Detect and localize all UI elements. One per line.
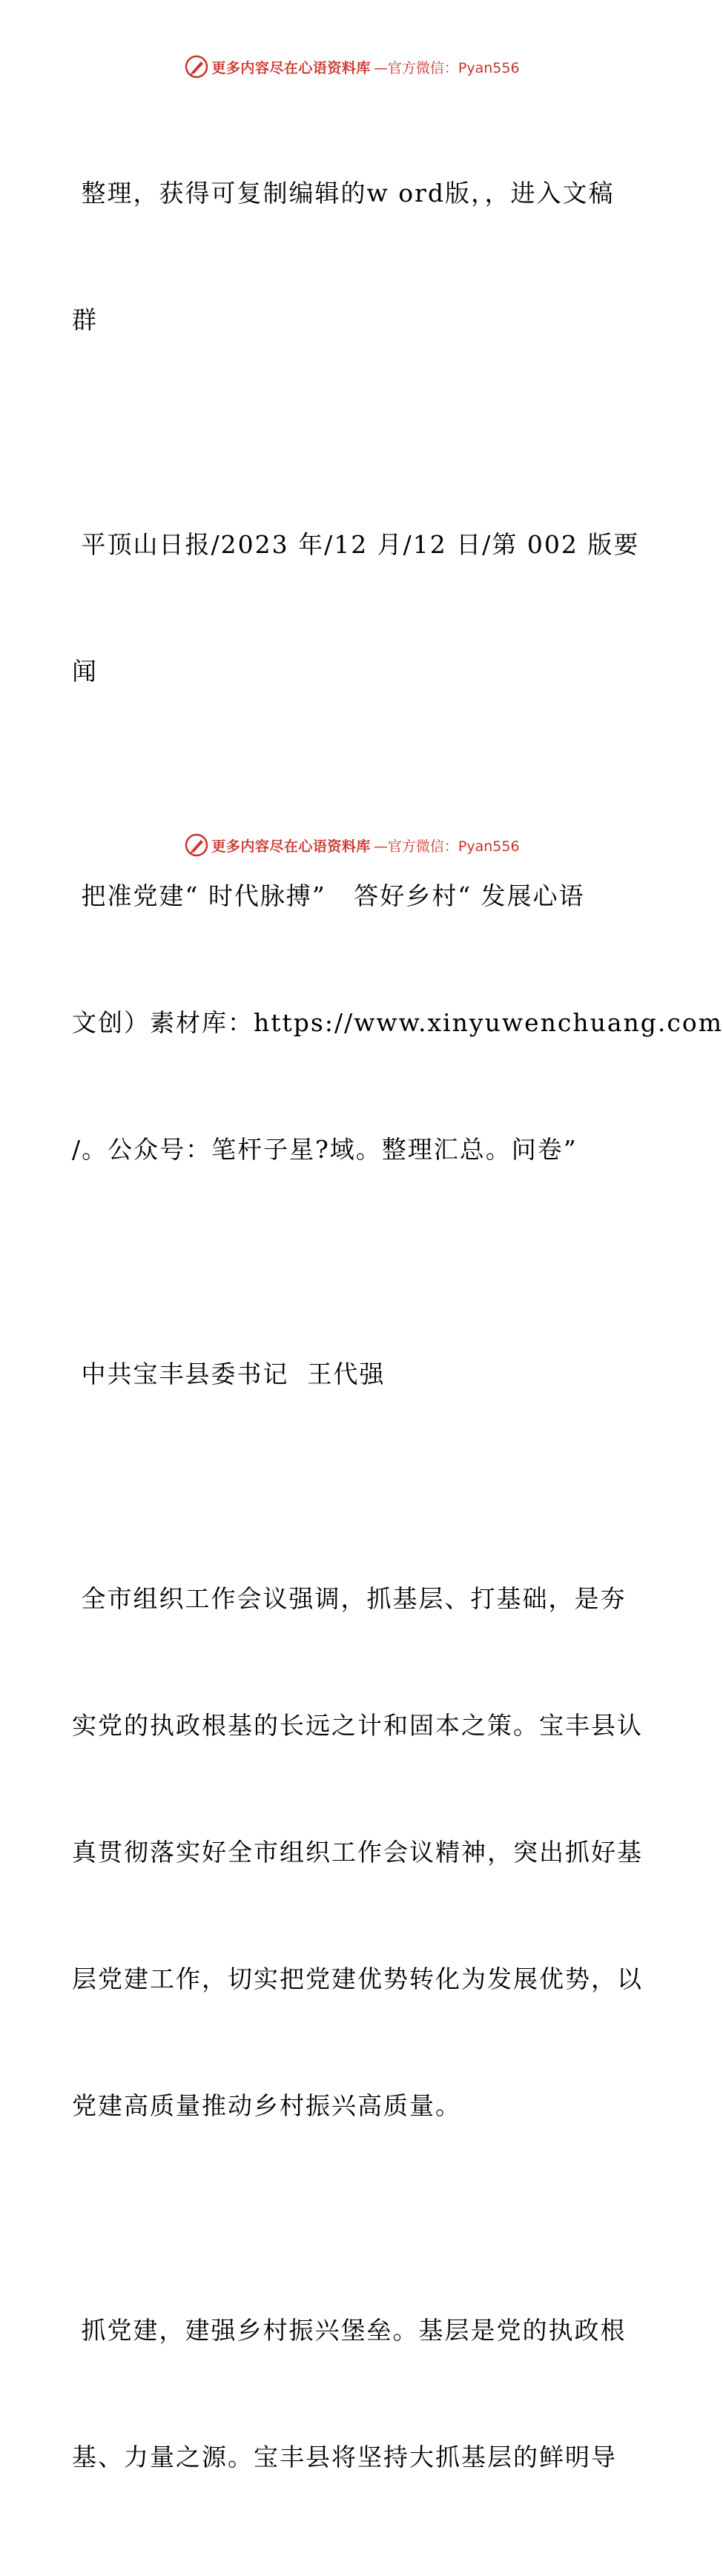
banner-main-text: 更多内容尽在心语资料库 (211, 59, 371, 76)
document-body (72, 87, 723, 2576)
text-line: /。公众号：笔杆子星?域。整理汇总。问卷” (72, 1135, 578, 1164)
text-line: 层党建工作，切实把党建优势转化为发展优势，以 (72, 1964, 643, 1993)
banner-main-text: 更多内容尽在心语资料库 (211, 838, 371, 855)
text-line: 党建高质量推动乡村振兴高质量。 (72, 2091, 461, 2120)
pen-logo-icon (185, 833, 208, 857)
text-line: 真贯彻落实好全市组织工作会议精神，突出抓好基 (72, 1838, 643, 1867)
text-line: 文创）素材库：https://www.xinyuwenchuang.com (72, 1008, 723, 1037)
text-line: 全市组织工作会议强调，抓基层、打基础，是夯 (72, 1584, 627, 1613)
pen-logo-icon (185, 55, 208, 79)
text-line: 闻 (72, 657, 98, 686)
text-line: 中共宝丰县委书记 王代强 (72, 1360, 386, 1388)
paragraph-title (72, 790, 723, 1255)
text-line: 平顶山日报/2023 年/12 月/12 日/第 002 版要 (72, 530, 640, 559)
paragraph-body-1 (72, 1493, 643, 2211)
header-watermark (0, 53, 704, 80)
paragraph-publication (72, 439, 640, 777)
text-line: 整理，获得可复制编辑的w ord版，，进入文稿 (72, 179, 615, 208)
paragraph-body-2 (72, 2225, 635, 2563)
paragraph-source-note (72, 87, 635, 426)
text-line: 基、力量之源。宝丰县将坚持大抓基层的鲜明导 (72, 2443, 617, 2471)
text-line: 把准党建“ 时代脉搏” 答好乡村“ 发展心语 (72, 881, 585, 910)
text-line: 抓党建，建强乡村振兴堡垒。基层是党的执政根 (72, 2316, 627, 2345)
text-line: 群 (72, 305, 98, 334)
banner-wechat-text: —官方微信：Pyan556 (373, 59, 520, 76)
paragraph-author (72, 1268, 635, 1480)
text-line: 实党的执政根基的长远之计和固本之策。宝丰县认 (72, 1711, 643, 1740)
footer-watermark (0, 832, 704, 858)
banner-wechat-text: —官方微信：Pyan556 (373, 838, 520, 855)
